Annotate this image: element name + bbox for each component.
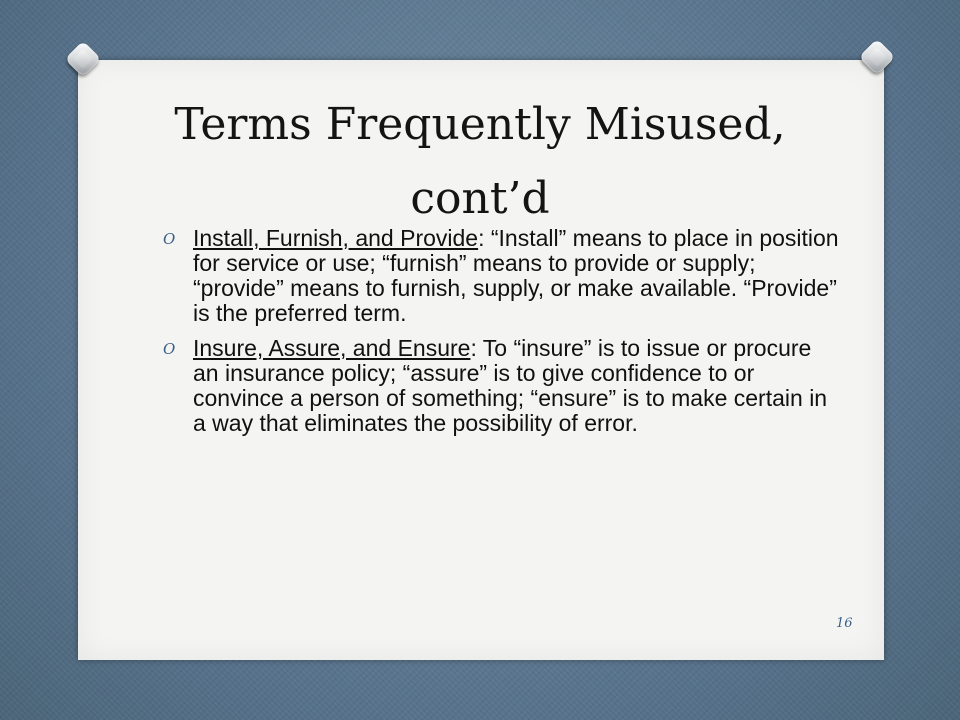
slide-number: 16 (836, 616, 853, 631)
bullet-item (163, 336, 843, 436)
bullet-icon: O (163, 340, 176, 358)
slide-title: Terms Frequently Misused, cont’d (174, 99, 786, 224)
bullet-list (163, 226, 843, 446)
bullet-icon: O (163, 230, 176, 248)
bullet-term: Install, Furnish, and Provide (193, 225, 479, 251)
bullet-text: : To “insure” is to issue or procure an insurance policy; “assure” is to give confidence to or convince a person of something; “ensure” is to make certain in a way that eliminates the possibility of error. (193, 335, 828, 436)
bullet-item (163, 226, 843, 326)
bullet-term: Insure, Assure, and Ensure (193, 335, 471, 361)
bullet-text: : “Install” means to place in position for service or use; “furnish” means to provide or supply; “provide” means to furnish, supply, or make available. “Provide” is the preferred term. (193, 225, 839, 326)
